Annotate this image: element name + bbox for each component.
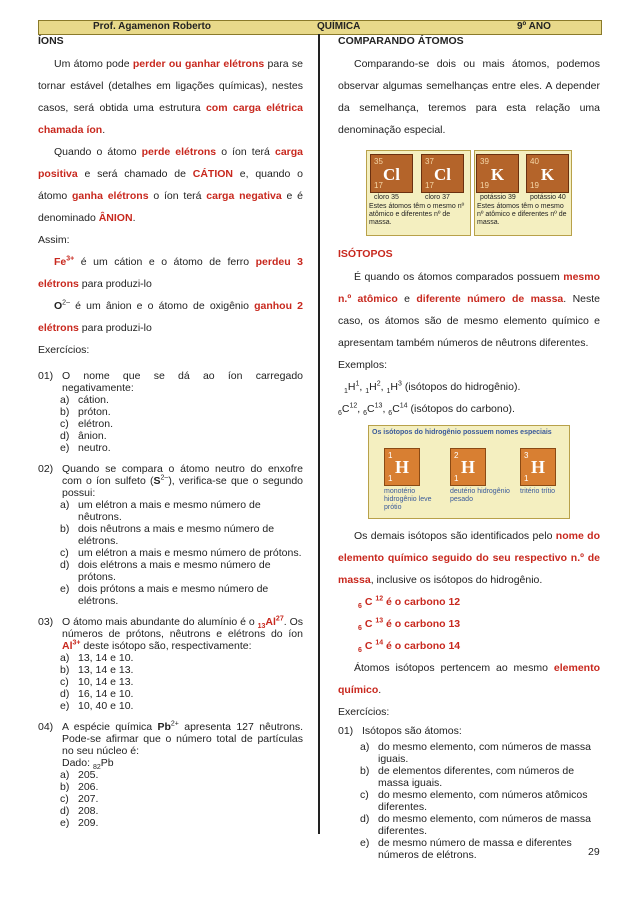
question-3-left: 03) O átomo mais abundante do alumínio é o $_{13}Al^{27}$. Os números de prótons, nêutrons e elétrons do íon $Al^{3+}$ deste isótopo são, respectivamente: <box>38 615 303 652</box>
carbon-12-line: $_6$ C $^{12}$ é o carbono 12 <box>358 595 461 611</box>
potassium-caption: Estes átomos têm o mesmo nº atômico e diferentes nº de massa. <box>477 203 567 226</box>
page-header <box>38 20 602 35</box>
hydrogen-tile-2: 3 H 1 <box>520 448 556 486</box>
section-title-ions: ÍONS <box>38 35 64 47</box>
carbon-13-line: $_6$ C $^{13}$ é o carbono 13 <box>358 617 461 633</box>
isotopes-naming-section <box>338 525 600 861</box>
atom-tile-2: 39 K 19 <box>476 154 519 193</box>
ions-paragraph-1: Um átomo pode perder ou ganhar elétrons para se tornar estável (detalhes em ligações químicas), nestes casos, será obtida uma estrutura com carga elétrica chamada íon. <box>38 58 303 136</box>
carbon-isotopes-example: $_6C^{12}$, $_6C^{13}$, $_6C^{14}$ (isótopos do carbono). <box>338 402 515 418</box>
iron-cation-example: $Fe^{3+}$ é um cátion e o átomo de ferro perdeu 3 elétrons para produzi-lo <box>38 255 303 290</box>
header-subject: QUÍMICA <box>317 21 361 32</box>
question-1-right-options <box>338 741 600 861</box>
rq1-option-0: a) do mesmo elemento, com números de massa iguais. <box>360 741 592 765</box>
rq1-option-4: e) de mesmo número de massa e diferentes números de elétrons. <box>360 837 572 861</box>
exercises-label-left: Exercícios: <box>38 344 90 356</box>
examples-label: Exemplos: <box>338 359 388 371</box>
q2-option-2: c) um elétron a mais e mesmo número de prótons. <box>60 547 302 559</box>
q4-option-1: b) 206. <box>60 781 99 793</box>
atom-label-2: potássio 39 <box>480 194 516 201</box>
q1-option-1: b) próton. <box>60 406 111 418</box>
q4-option-0: a) 205. <box>60 769 99 781</box>
exercises-label-right: Exercícios: <box>338 706 390 718</box>
q2-option-3: d) dois elétrons a mais e mesmo número de prótons. <box>60 559 271 583</box>
question-4-options <box>38 769 303 829</box>
hydrogen-isotopes-example: $_1H^1$, $_1H^2$, $_1H^3$ (isótopos do hidrogênio). <box>344 380 521 396</box>
q1-option-4: e) neutro. <box>60 442 111 454</box>
atom-tile-1: 37 Cl 17 <box>421 154 464 193</box>
section-title-isotopes: ISÓTOPOS <box>338 248 393 260</box>
rq1-option-2: c) do mesmo elemento, com números atômicos diferentes. <box>360 789 588 813</box>
q3-option-3: d) 16, 14 e 10. <box>60 688 134 700</box>
comparing-paragraph: Comparando-se dois ou mais átomos, podemos observar algumas semelhanças entre eles. A depender da semelhança, teremos para esta relação uma denominação especial. <box>338 58 600 136</box>
q2-option-0: a) um elétron a mais e mesmo número de nêutrons. <box>60 499 261 523</box>
atom-tile-3: 40 K 19 <box>526 154 569 193</box>
oxygen-anion-example: $O^{2-}$ é um ânion e o átomo de oxigênio ganhou 2 elétrons para produzi-lo <box>38 299 303 334</box>
question-2-options <box>38 499 303 607</box>
right-column <box>338 34 600 141</box>
atom-label-0: cloro 35 <box>374 194 399 201</box>
naming-paragraph: Os demais isótopos são identificados pelo nome do elemento químico seguido do seu respectivo n.º de massa, inclusive os isótopos do hidrogênio. <box>338 530 601 586</box>
header-grade: 9º ANO <box>517 21 551 32</box>
hydrogen-tile-1: 2 H 1 <box>450 448 486 486</box>
isotopes-paragraph: É quando os átomos comparados possuem mesmo n.º atômico e diferente número de massa. Neste caso, os átomos são de mesmo elemento químico e apresentam também números de nêutrons diferentes. <box>338 271 600 349</box>
question-4-left: 04) A espécie química $Pb^{2+}$ apresenta 127 nêutrons. Pode-se afirmar que o número total de partículas no seu núcleo é: Dado: $_{82}$Pb <box>38 720 303 772</box>
section-title-comparing: COMPARANDO ÁTOMOS <box>338 35 464 47</box>
isotopes-section <box>338 247 600 420</box>
q4-option-3: d) 208. <box>60 805 99 817</box>
chlorine-caption: Estes átomos têm o mesmo nº atômico e diferentes nº de massa. <box>369 203 465 226</box>
same-element-paragraph: Átomos isótopos pertencem ao mesmo elemento químico. <box>338 662 600 696</box>
rq1-option-1: b) de elementos diferentes, com números de massa iguais. <box>360 765 575 789</box>
hydrogen-label-0: monotério hidrogênio leve prótio <box>384 488 432 511</box>
column-divider <box>318 34 320 834</box>
question-3-options <box>38 652 303 712</box>
q1-option-2: c) elétron. <box>60 418 114 430</box>
q3-option-4: e) 10, 40 e 10. <box>60 700 134 712</box>
assim-label: Assim: <box>38 234 70 246</box>
hydrogen-label-2: tritério trítio <box>520 488 556 495</box>
q1-option-0: a) cátion. <box>60 394 109 406</box>
left-column <box>38 34 303 829</box>
question-2-left: 02) Quando se compara o átomo neutro do enxofre com o íon sulfeto $(S^{2-})$, verifica-se que o segundo possui: <box>38 463 304 499</box>
atom-label-3: potássio 40 <box>530 194 566 201</box>
question-1-options <box>38 394 303 454</box>
q2-option-4: e) dois prótons a mais e mesmo número de elétrons. <box>60 583 269 607</box>
question-1-left: 01) O nome que se dá ao íon carregado negativamente: <box>38 370 303 394</box>
q3-option-1: b) 13, 14 e 13. <box>60 664 134 676</box>
question-1-right: 01) Isótopos são átomos: <box>338 725 462 737</box>
hydrogen-tile-0: 1 H 1 <box>384 448 420 486</box>
q3-option-0: a) 13, 14 e 10. <box>60 652 134 664</box>
hydrogen-label-1: deutério hidrogênio pesado <box>450 488 510 503</box>
hydrogen-figure-title: Os isótopos do hidrogênio possuem nomes especiais <box>372 429 552 436</box>
rq1-option-3: d) do mesmo elemento, com números de massa diferentes. <box>360 813 592 837</box>
q2-option-1: b) dois nêutrons a mais e mesmo número de elétrons. <box>60 523 275 547</box>
q3-option-2: c) 10, 14 e 13. <box>60 676 134 688</box>
q4-option-4: e) 209. <box>60 817 99 829</box>
carbon-14-line: $_6$ C $^{14}$ é o carbono 14 <box>358 639 461 655</box>
header-author: Prof. Agamenon Roberto <box>93 21 211 32</box>
atom-label-1: cloro 37 <box>425 194 450 201</box>
page-number: 29 <box>588 846 600 858</box>
atom-tile-0: 35 Cl 17 <box>370 154 413 193</box>
q1-option-3: d) ânion. <box>60 430 107 442</box>
ions-paragraph-2: Quando o átomo perde elétrons o íon terá carga positiva e será chamado de CÁTION e, quando o átomo ganha elétrons o íon terá carga negativa e é denominado ÂNION. <box>38 146 304 224</box>
q4-option-2: c) 207. <box>60 793 99 805</box>
